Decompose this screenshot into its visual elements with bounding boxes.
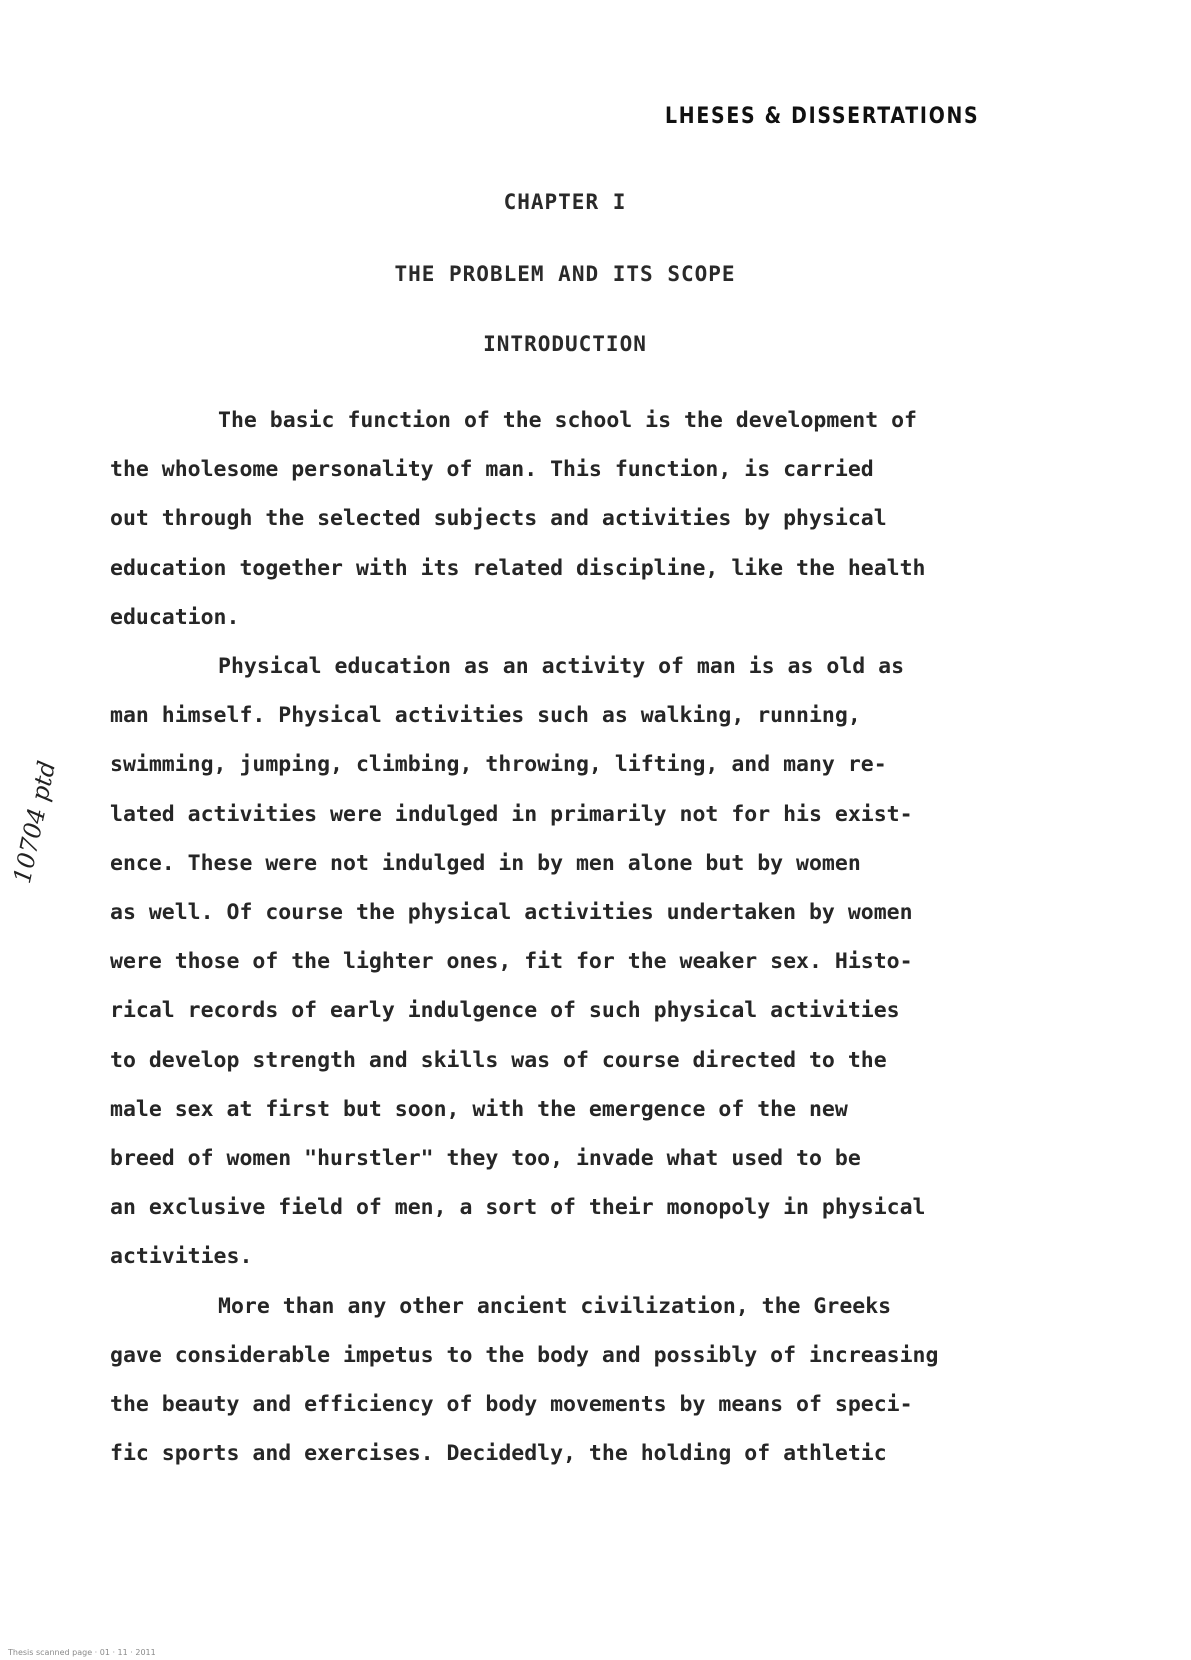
chapter-heading: CHAPTER I bbox=[503, 190, 627, 214]
text-line: rical records of early indulgence of such physical activities bbox=[110, 998, 900, 1024]
text-line: the beauty and efficiency of body movements by means of speci- bbox=[110, 1392, 913, 1418]
text-line: male sex at first but soon, with the emergence of the new bbox=[110, 1096, 848, 1122]
paragraph-3 bbox=[110, 1282, 1100, 1479]
scan-footer: Thesis scanned page · 01 · 11 · 2011 bbox=[8, 1648, 156, 1657]
text-line: ence. These were not indulged in by men alone but by women bbox=[110, 850, 861, 876]
text-line: the wholesome personality of man. This function, is carried bbox=[110, 457, 874, 483]
text-line: The basic function of the school is the development of bbox=[218, 408, 917, 433]
text-line: as well. Of course the physical activities undertaken by women bbox=[110, 900, 913, 926]
text-line: fic sports and exercises. Decidedly, the holding of athletic bbox=[110, 1441, 887, 1467]
text-line: to develop strength and skills was of course directed to the bbox=[110, 1047, 887, 1073]
chapter-subtitle: THE PROBLEM AND ITS SCOPE bbox=[394, 262, 736, 286]
text-line: breed of women "hurstler" they too, invade what used to be bbox=[110, 1146, 861, 1172]
text-line: Physical education as an activity of man is as old as bbox=[218, 654, 905, 680]
text-line: swimming, jumping, climbing, throwing, lifting, and many re- bbox=[110, 752, 887, 778]
section-heading: INTRODUCTION bbox=[483, 332, 647, 356]
text-line: gave considerable impetus to the body and possibly of increasing bbox=[110, 1342, 939, 1368]
text-line: out through the selected subjects and activities by physical bbox=[110, 506, 887, 532]
paragraph-1 bbox=[110, 396, 1100, 642]
text-line: education. bbox=[110, 604, 240, 630]
text-line: education together with its related discipline, like the health bbox=[110, 555, 926, 581]
handwritten-margin-note: 10704 ptd bbox=[8, 758, 62, 886]
text-line: activities. bbox=[110, 1244, 253, 1270]
text-line: an exclusive field of men, a sort of their monopoly in physical bbox=[110, 1195, 926, 1221]
paragraph-2 bbox=[110, 642, 1100, 1282]
text-line: man himself. Physical activities such as walking, running, bbox=[110, 703, 861, 729]
text-line: More than any other ancient civilization, the Greeks bbox=[218, 1293, 892, 1319]
text-line: were those of the lighter ones, fit for the weaker sex. Histo- bbox=[110, 949, 913, 975]
library-stamp: LHESES & DISSERTATIONS bbox=[665, 104, 980, 129]
text-line: lated activities were indulged in primarily not for his exist- bbox=[110, 801, 913, 827]
body-text bbox=[110, 396, 1100, 1478]
